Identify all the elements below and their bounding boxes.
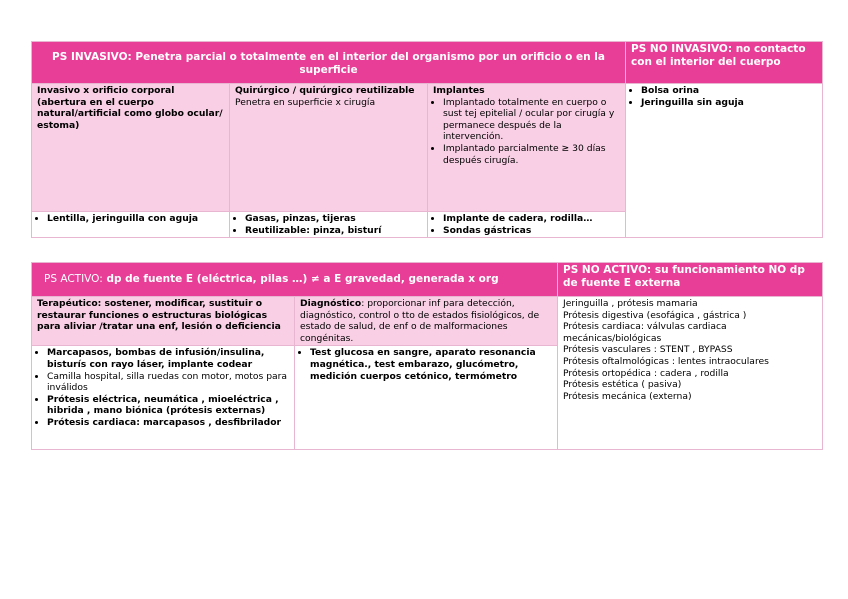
implants-cell [428, 84, 626, 212]
list-item: • Sondas gástricas [443, 225, 620, 237]
invasive-header: PS INVASIVO: Penetra parcial o totalmente en el interior del organismo por un orificio o en la superficie [32, 42, 626, 84]
ps-invasivo-table [31, 41, 823, 238]
list-item: Prótesis oftalmológicas : lentes intraoculares [563, 355, 769, 367]
non-invasive-examples-cell [626, 84, 823, 238]
diagnostic-cell [295, 297, 558, 346]
surgical-title: Quirúrgico / quirúrgico reutilizable [235, 85, 415, 96]
active-header-text: dp de fuente E (eléctrica, pilas …) ≠ a E gravedad, generada x org [102, 273, 499, 285]
active-header [32, 263, 558, 297]
list-item: Jeringuilla , prótesis mamaria [563, 298, 698, 309]
implants-examples [428, 212, 626, 238]
non-active-header-text: su funcionamiento NO dp de fuente E externa [563, 264, 805, 289]
ps-activo-table [31, 262, 823, 450]
diagnostic-desc: : proporcionar inf para detección, diagnóstico, control o tto de estados fisiológicos, de estado de salud, de enf o de malformaciones congénitas. [300, 298, 540, 344]
implants-bullet: • Implantado totalmente en cuerpo o sust tej epitelial / ocular por cirugía y permanece después de la intervención. [443, 97, 620, 143]
orifice-invasive-cell [32, 84, 230, 212]
therapeutic-examples [32, 346, 295, 450]
non-active-examples-cell [558, 297, 823, 450]
implants-bullet: • Implantado parcialmente ≥ 30 días después cirugía. [443, 143, 620, 166]
list-item: • Prótesis eléctrica, neumática , mioeléctrica , hibrida , mano biónica (prótesis externas) [47, 394, 289, 417]
list-item: Prótesis mecánica (externa) [563, 390, 692, 402]
list-item: • Jeringuilla sin aguja [641, 97, 817, 109]
non-active-header [558, 263, 823, 297]
list-item: • Camilla hospital, silla ruedas con motor, motos para inválidos [47, 371, 289, 394]
implants-title: Implantes [433, 85, 485, 96]
list-item: • Prótesis cardiaca: marcapasos , desfibrilador [47, 417, 289, 429]
diagnostic-title: Diagnóstico [300, 298, 362, 309]
diagnostic-examples [295, 346, 558, 450]
surgical-cell [230, 84, 428, 212]
list-item: • Bolsa orina [641, 85, 817, 97]
list-item: • Reutilizable: pinza, bisturí [245, 225, 422, 237]
list-item: Prótesis estética ( pasiva) [563, 379, 682, 391]
surgical-examples [230, 212, 428, 238]
therapeutic-cell [32, 297, 295, 346]
non-active-header-label: PS NO ACTIVO: [563, 264, 652, 276]
non-invasive-header: PS NO INVASIVO: no contacto con el interior del cuerpo [626, 42, 823, 84]
list-item: • Lentilla, jeringuilla con aguja [47, 213, 224, 225]
surgical-desc: Penetra en superficie x cirugía [235, 96, 376, 108]
orifice-invasive-examples [32, 212, 230, 238]
list-item: • Gasas, pinzas, tijeras [245, 213, 422, 225]
list-item: Prótesis cardiaca: válvulas cardiaca mecánicas/biológicas [563, 321, 727, 344]
list-item: • Test glucosa en sangre, aparato resonancia magnética., test embarazo, glucómetro, medición cuerpos cetónico, termómetro [310, 347, 552, 382]
active-header-label: PS ACTIVO: [44, 273, 103, 285]
list-item: • Marcapasos, bombas de infusión/insulina, bisturís con rayo láser, implante codear [47, 347, 289, 370]
list-item: Prótesis ortopédica : cadera , rodilla [563, 367, 729, 379]
orifice-invasive-title: Invasivo x orificio corporal (abertura en el cuerpo natural/artificial como globo ocular/ estoma) [37, 85, 223, 131]
list-item: Prótesis digestiva (esofágica , gástrica ) [563, 309, 747, 321]
list-item: • Implante de cadera, rodilla… [443, 213, 620, 225]
therapeutic-title: Terapéutico: sostener, modificar, sustituir o restaurar funciones o estructuras biológicas para aliviar /tratar una enf, lesión o deficiencia [37, 298, 281, 333]
list-item: Prótesis vasculares : STENT , BYPASS [563, 344, 733, 356]
